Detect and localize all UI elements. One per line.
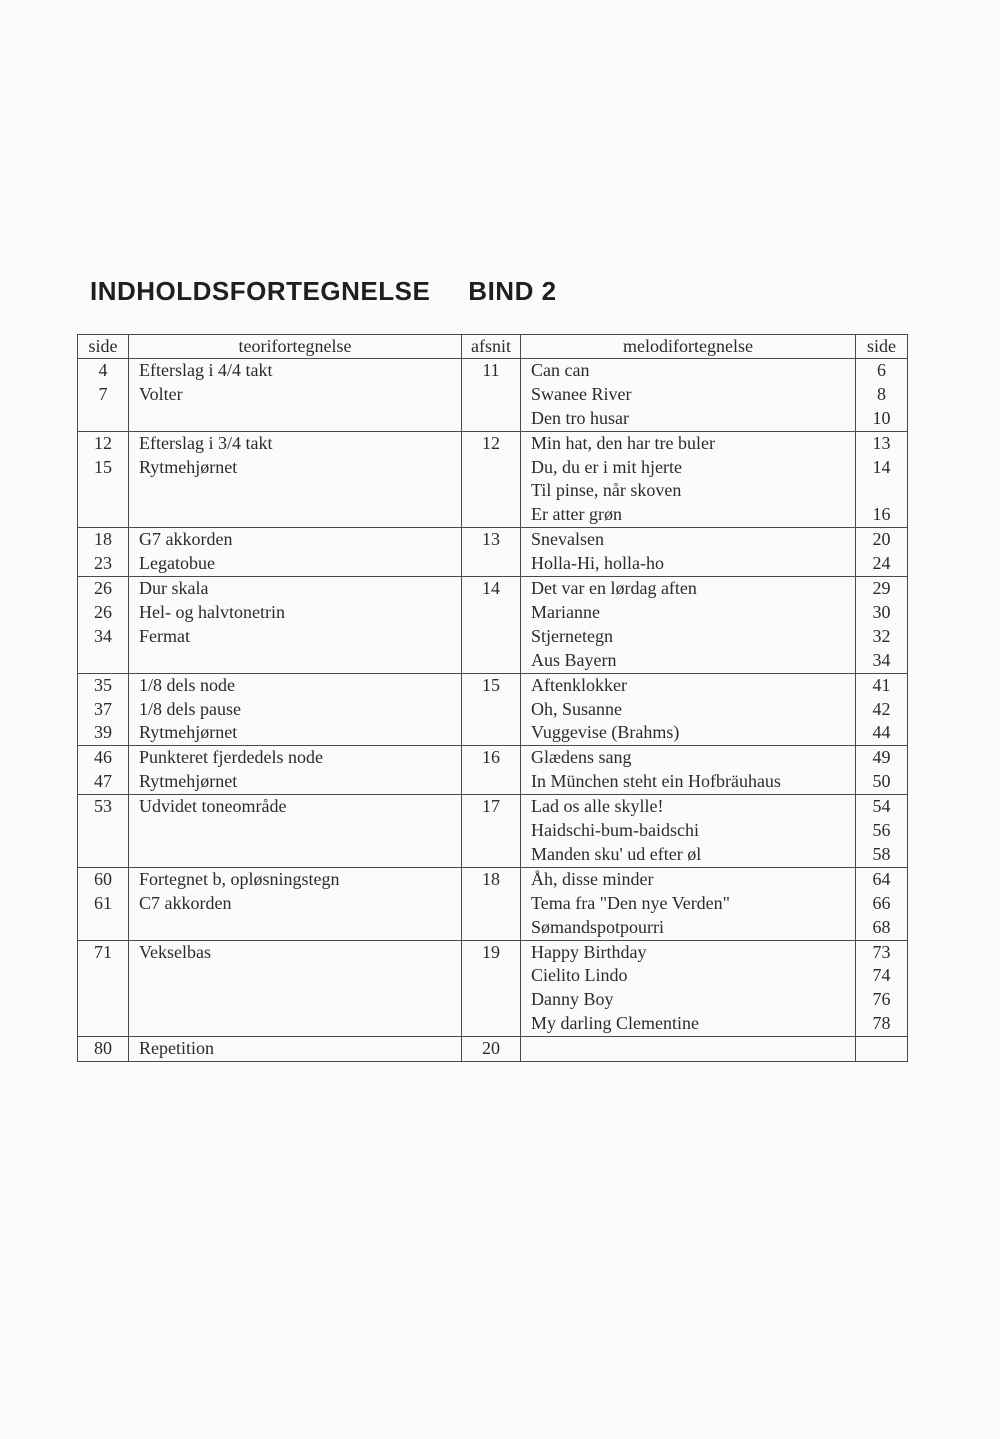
theory-page-cell [78, 940, 129, 1037]
melody-page-cell [856, 940, 908, 1037]
theory-title: Fortegnet b, opløsningstegn [139, 868, 340, 889]
melody-page-number: 68 [872, 916, 891, 937]
melody-title: My darling Clementine [531, 1013, 699, 1034]
table-row [78, 746, 908, 795]
melody-page-cell [856, 867, 908, 940]
table-row [78, 1037, 908, 1062]
melody-title: Du, du er i mit hjerte [531, 456, 682, 477]
theory-page-number: 80 [94, 1038, 112, 1059]
theory-title: Dur skala [139, 578, 209, 599]
melody-page-cell [856, 746, 908, 795]
theory-title: Rytmehjørnet [139, 771, 238, 792]
theory-page-number: 7 [98, 383, 108, 404]
melody-page-number: 32 [872, 625, 891, 646]
section-number-cell [462, 940, 521, 1037]
melody-title-cell [521, 1037, 856, 1062]
melody-title: Danny Boy [531, 989, 614, 1010]
theory-page-number: 53 [94, 796, 112, 817]
theory-page-cell [78, 673, 129, 746]
melody-title: Manden sku' ud efter øl [531, 843, 702, 864]
melody-page-number: 64 [872, 868, 891, 889]
section-number: 20 [482, 1038, 500, 1059]
table-row [78, 528, 908, 577]
section-number: 19 [482, 941, 500, 962]
melody-title: Holla-Hi, holla-ho [531, 553, 664, 574]
melody-page-number: 74 [872, 965, 891, 986]
section-number-cell [462, 867, 521, 940]
melody-title-cell [521, 746, 856, 795]
melody-page-number: 13 [872, 432, 891, 453]
section-number-cell [462, 528, 521, 577]
section-number: 15 [482, 674, 500, 695]
theory-page-cell [78, 577, 129, 674]
melody-page-cell [856, 577, 908, 674]
theory-page-number: 15 [94, 456, 112, 477]
theory-page-cell [78, 867, 129, 940]
melody-page-number [856, 479, 907, 503]
theory-title: Efterslag i 4/4 takt [139, 360, 273, 380]
theory-title: Efterslag i 3/4 takt [139, 432, 273, 453]
header-section: afsnit [462, 335, 521, 359]
theory-title-cell [129, 577, 462, 674]
melody-title-cell [521, 431, 856, 528]
theory-title-cell [129, 673, 462, 746]
melody-page-number: 56 [872, 820, 891, 841]
melody-page-number: 66 [872, 892, 891, 913]
theory-page-number: 35 [94, 674, 112, 695]
section-number: 11 [482, 360, 500, 380]
melody-title: Er atter grøn [531, 504, 622, 525]
section-number: 14 [482, 578, 500, 599]
melody-title-cell [521, 528, 856, 577]
table-row [78, 431, 908, 528]
melody-title-cell [521, 867, 856, 940]
theory-page-number: 60 [94, 868, 112, 889]
melody-title: Åh, disse minder [531, 868, 654, 889]
melody-page-cell [856, 528, 908, 577]
theory-title: 1/8 dels pause [139, 698, 241, 719]
section-number-cell [462, 577, 521, 674]
melody-title: Det var en lørdag aften [531, 578, 697, 599]
theory-page-cell [78, 528, 129, 577]
theory-page-number: 12 [94, 432, 112, 453]
theory-page-cell [78, 431, 129, 528]
melody-title: Sømandspotpourri [531, 916, 664, 937]
table-row [78, 795, 908, 868]
theory-page-number: 39 [94, 722, 112, 743]
theory-title: Fermat [139, 625, 190, 646]
melody-title: Lad os alle skylle! [531, 796, 664, 817]
melody-title-cell [521, 359, 856, 432]
melody-page-number: 6 [877, 360, 886, 380]
melody-title-cell [521, 940, 856, 1037]
melody-page-number: 54 [872, 796, 891, 817]
theory-page-number: 61 [94, 892, 112, 913]
melody-title-cell [521, 577, 856, 674]
table-row [78, 577, 908, 674]
melody-page-number: 49 [872, 747, 891, 768]
melody-page-number: 58 [872, 843, 891, 864]
melody-title: In München steht ein Hofbräuhaus [531, 771, 781, 792]
theory-title-cell [129, 867, 462, 940]
melody-page-number: 20 [872, 529, 891, 550]
theory-title-cell [129, 1037, 462, 1062]
section-number-cell [462, 1037, 521, 1062]
theory-title: Udvidet toneområde [139, 796, 287, 817]
melody-title: Snevalsen [531, 529, 604, 550]
melody-page-cell [856, 431, 908, 528]
melody-title: Cielito Lindo [531, 965, 628, 986]
theory-page-cell [78, 1037, 129, 1062]
melody-title: Aftenklokker [531, 674, 627, 695]
theory-title: Hel- og halvtonetrin [139, 601, 285, 622]
theory-page-number: 4 [98, 360, 108, 380]
melody-title: Happy Birthday [531, 941, 647, 962]
theory-title: G7 akkorden [139, 529, 233, 550]
theory-page-number: 34 [94, 625, 112, 646]
melody-page-number: 8 [877, 383, 886, 404]
theory-title: C7 akkorden [139, 892, 232, 913]
melody-page-number: 29 [872, 578, 891, 599]
table-row [78, 673, 908, 746]
page-title [90, 276, 557, 307]
melody-page-cell [856, 1037, 908, 1062]
melody-page-number: 42 [872, 698, 891, 719]
melody-page-number: 14 [872, 456, 891, 477]
theory-page-number: 23 [94, 553, 112, 574]
theory-page-number: 46 [94, 747, 112, 768]
melody-title: Vuggevise (Brahms) [531, 722, 680, 743]
section-number: 17 [482, 796, 500, 817]
melody-title: Min hat, den har tre buler [531, 432, 715, 453]
theory-title: Vekselbas [139, 941, 211, 962]
section-number: 13 [482, 529, 500, 550]
melody-page-number: 73 [872, 941, 891, 962]
theory-page-number: 71 [94, 941, 112, 962]
theory-page-number: 47 [94, 771, 112, 792]
theory-page-number: 18 [94, 529, 112, 550]
title-text: INDHOLDSFORTEGNELSE [90, 276, 431, 306]
melody-title: Glædens sang [531, 747, 632, 768]
theory-page-cell [78, 746, 129, 795]
header-theory: teorifortegnelse [129, 335, 462, 359]
melody-title: Tema fra "Den nye Verden" [531, 892, 731, 913]
melody-title: Can can [531, 360, 590, 380]
melody-title: Den tro husar [531, 407, 629, 428]
table-body [78, 359, 908, 1062]
section-number-cell [462, 673, 521, 746]
theory-page-number: 37 [94, 698, 112, 719]
theory-title-cell [129, 746, 462, 795]
table-row [78, 359, 908, 432]
theory-title-cell [129, 528, 462, 577]
theory-page-cell [78, 359, 129, 432]
melody-page-number: 50 [872, 771, 891, 792]
header-side-left: side [78, 335, 129, 359]
table-header-row [78, 335, 908, 359]
melody-page-cell [856, 795, 908, 868]
theory-title: Legatobue [139, 553, 215, 574]
theory-page-cell [78, 795, 129, 868]
melody-page-number: 10 [872, 407, 891, 428]
theory-title-cell [129, 795, 462, 868]
melody-title: Marianne [531, 601, 600, 622]
melody-title-cell [521, 673, 856, 746]
table-row [78, 940, 908, 1037]
theory-title-cell [129, 431, 462, 528]
melody-title: Swanee River [531, 383, 632, 404]
melody-page-number: 41 [872, 674, 891, 695]
section-number-cell [462, 746, 521, 795]
theory-page-number: 26 [94, 601, 112, 622]
section-number: 16 [482, 747, 500, 768]
melody-page-number: 78 [872, 1013, 891, 1034]
theory-title: Volter [139, 383, 183, 404]
theory-title: Punkteret fjerdedels node [139, 747, 323, 768]
header-side-right: side [856, 335, 908, 359]
melody-title: Aus Bayern [531, 649, 617, 670]
melody-page-number: 34 [872, 649, 891, 670]
theory-title: Rytmehjørnet [139, 722, 238, 743]
melody-page-number: 76 [872, 989, 891, 1010]
section-number: 12 [482, 432, 500, 453]
melody-title: Til pinse, når skoven [531, 480, 682, 501]
theory-title-cell [129, 940, 462, 1037]
section-number-cell [462, 795, 521, 868]
theory-title: Rytmehjørnet [139, 456, 238, 477]
melody-title: Stjernetegn [531, 625, 613, 646]
melody-title: Haidschi-bum-baidschi [531, 820, 699, 841]
theory-title-cell [129, 359, 462, 432]
melody-page-cell [856, 673, 908, 746]
melody-title-cell [521, 795, 856, 868]
melody-page-number: 16 [872, 504, 891, 525]
header-melody: melodifortegnelse [521, 335, 856, 359]
section-number: 18 [482, 868, 500, 889]
melody-page-cell [856, 359, 908, 432]
volume-label: BIND 2 [468, 276, 557, 306]
melody-page-number: 44 [872, 722, 891, 743]
section-number-cell [462, 431, 521, 528]
melody-page-number: 24 [872, 553, 891, 574]
section-number-cell [462, 359, 521, 432]
contents-table [77, 334, 908, 1062]
theory-title: 1/8 dels node [139, 674, 235, 695]
theory-title: Repetition [139, 1038, 214, 1059]
table-row [78, 867, 908, 940]
theory-page-number: 26 [94, 578, 112, 599]
melody-page-number: 30 [872, 601, 891, 622]
melody-title: Oh, Susanne [531, 698, 622, 719]
